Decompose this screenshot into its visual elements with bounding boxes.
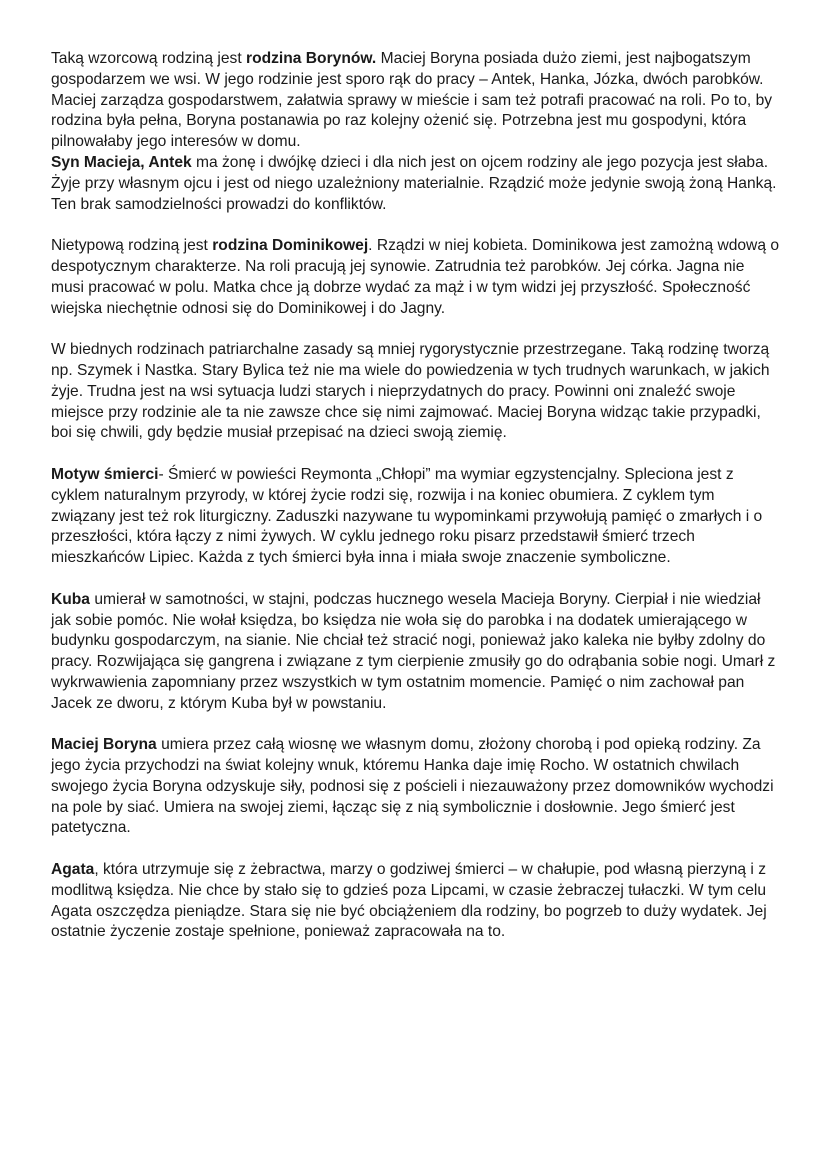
paragraph-kuba [51,590,781,715]
paragraph-gap [51,215,781,236]
document-page [51,49,781,943]
text: ma żonę i dwójkę dzieci i dla nich jest on ojcem rodziny ale jego pozycja jest słaba. Żyje przy własnym ojcu i jest od niego uzależniony materialnie. Rządzić może jedynie swoją żoną Hanką. Ten brak samodzielności prowadzi do konfliktów. [51,153,777,213]
bold-phrase: rodzina Dominikowej [212,237,369,255]
text: - Śmierć w powieści Reymonta „Chłopi” ma wymiar egzystencjalny. Spleciona jest z cyklem naturalnym przyrody, w której życie rodzi się, rozwija i na koniec obumiera. Z cyklem tym związany jest też rok liturgiczny. Zaduszki nazywane tu wypominkami przywołują pamięć o zmarłych i o przeszłości, która łączy z nimi żywych. W cyklu jednego roku pisarz przedstawił śmierć trzech mieszkańców Lipiec. Każda z tych śmierci była inna i miała swoje znaczenie symboliczne. [51,465,763,567]
bold-phrase: Maciej Boryna [51,736,157,754]
paragraph-dominikowa [51,236,781,319]
text: Taką wzorcową rodziną jest [51,50,247,67]
paragraph-agata [51,860,781,943]
paragraph-gap [51,715,781,736]
paragraph-gap [51,319,781,340]
paragraph-antek [51,153,781,215]
paragraph-biedne [51,340,781,444]
bold-phrase: rodzina Borynów. [246,50,377,67]
bold-phrase: Motyw śmierci [51,465,159,483]
text: , która utrzymuje się z żebractwa, marzy o godziwej śmierci – w chałupie, pod własną pierzyną i z modlitwą księdza. Nie chce by stało się to gdzieś poza Lipcami, w czasie żebraczej tułaczki. W tym celu Agata oszczędza pieniądze. Stara się nie być obciążeniem dla rodziny, bo pogrzeb to duży wydatek. Jej ostatnie życzenie zostaje spełnione, ponieważ zapracowała na to. [51,861,767,941]
text: Nietypową rodziną jest [51,237,213,255]
paragraph-gap [51,839,781,860]
text: Maciej Boryna posiada dużo ziemi, jest najbogatszym gospodarzem we wsi. W jego rodzinie jest sporo rąk do pracy – Antek, Hanka, Józka, dwóch parobków. Maciej zarządza gospodarstwem, załatwia sprawy w mieście i sam też potrafi pracować na roli. Po to, by rodzina była pełna, Boryna postanawia po raz kolejny ożenić się. Potrzebna jest mu gospodyni, która pilnowałaby jego interesów w domu. [51,50,773,151]
text: umiera przez całą wiosnę we własnym domu, złożony chorobą i pod opieką rodziny. Za jego życia przychodzi na świat kolejny wnuk, któremu Hanka daje imię Rocho. W ostatnich chwilach swojego życia Boryna odzyskuje siły, podnosi się z pościeli i niezauważony przez domowników wychodzi na pole by siać. Umiera na swojej ziemi, łącząc się z nią symbolicznie i dosłownie. Jego śmierć jest patetyczna. [51,736,774,837]
paragraph-smierc [51,465,781,569]
bold-phrase: Syn Macieja, Antek [51,153,192,171]
paragraph-borynowie [51,49,781,153]
text: umierał w samotności, w stajni, podczas hucznego wesela Macieja Boryny. Cierpiał i nie wiedział jak sobie pomóc. Nie wołał księdza, bo księdza nie woła się do parobka i na dodatek umierającego w budynku gospodarczym, na sianie. Nie chciał też stracić nogi, ponieważ jako kaleka nie byłby zdolny do pracy. Rozwijająca się gangrena i związane z tym cierpienie zmusiły go do odrąbania sobie nogi. Umarł z wykrwawienia zapomniany przez wszystkich w tym ostatnim momencie. Pamięć o nim zachował pan Jacek ze dworu, z którym Kuba był w powstaniu. [51,590,776,712]
text: . Rządzi w niej kobieta. Dominikowa jest zamożną wdową o despotycznym charakterze. Na roli pracują jej synowie. Zatrudnia też parobków. Jej córka. Jagna nie musi pracować w polu. Matka chce ją dobrze wydać za mąż i w tym widzi jej przyszłość. Społeczność wiejska niechętnie odnosi się do Dominikowej i do Jagny. [51,237,779,317]
bold-phrase: Agata [51,861,95,879]
bold-phrase: Kuba [51,590,90,608]
paragraph-gap [51,569,781,590]
paragraph-maciej [51,735,781,839]
text: W biednych rodzinach patriarchalne zasady są mniej rygorystycznie przestrzegane. Taką rodzinę tworzą np. Szymek i Nastka. Stary Bylica też nie ma wiele do powiedzenia w tych trudnych warunkach, w jakich żyje. Trudna jest na wsi sytuacja ludzi starych i nieprzydatnych do pracy. Powinni oni znaleźć swoje miejsce przy rodzinie ale ta nie zawsze chce się nimi zajmować. Maciej Boryna widząc takie przypadki, boi się chwili, gdy będzie musiał przepisać na dzieci swoją ziemię. [51,341,770,442]
paragraph-gap [51,444,781,465]
